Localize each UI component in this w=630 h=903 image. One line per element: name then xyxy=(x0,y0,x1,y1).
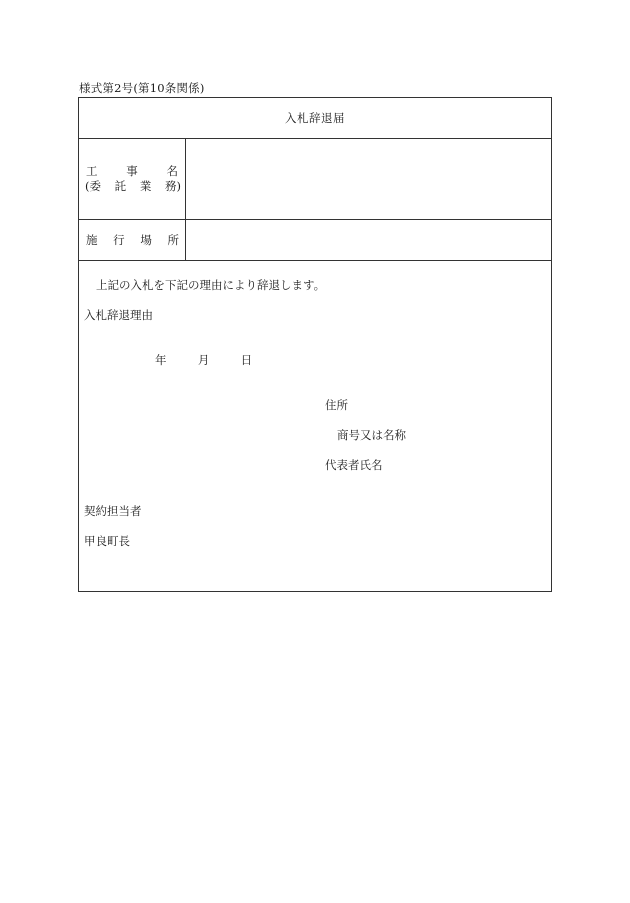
project-name-row xyxy=(79,139,551,220)
project-label-char: 工 xyxy=(86,164,98,178)
company-name-label: 商号又は名称 xyxy=(337,428,406,442)
construction-site-field[interactable] xyxy=(186,220,551,260)
form-title: 入札辞退届 xyxy=(285,111,345,125)
form-title-row xyxy=(79,98,551,139)
site-label-char: 施 xyxy=(86,233,98,247)
construction-site-label-cell xyxy=(79,220,186,260)
addressee-text: 甲良町長 xyxy=(84,534,130,548)
month-label: 月 xyxy=(197,353,210,367)
construction-site-label xyxy=(86,233,179,247)
project-name-label-cell xyxy=(79,139,186,219)
withdrawal-form xyxy=(78,97,552,592)
day-label: 日 xyxy=(240,353,253,367)
project-name-field[interactable] xyxy=(186,139,551,219)
site-label-char: 所 xyxy=(167,233,179,247)
construction-site-row xyxy=(79,220,551,261)
representative-name-label: 代表者氏名 xyxy=(325,458,383,472)
project-name-label xyxy=(86,164,178,178)
form-number: 様式第2号(第10条関係) xyxy=(79,81,205,95)
reason-label: 入札辞退理由 xyxy=(84,308,153,322)
project-sublabel-char: 務) xyxy=(164,179,181,193)
site-label-char: 行 xyxy=(113,233,125,247)
contract-officer-label: 契約担当者 xyxy=(84,504,142,518)
date-line xyxy=(155,352,252,368)
form-body xyxy=(79,261,551,591)
project-sublabel-char: 託 xyxy=(114,179,127,193)
project-label-char: 事 xyxy=(126,164,138,178)
site-label-char: 場 xyxy=(140,233,152,247)
project-sublabel-char: (委 xyxy=(85,179,101,193)
statement-text: 上記の入札を下記の理由により辞退します。 xyxy=(96,278,326,292)
project-sublabel-char: 業 xyxy=(139,179,152,193)
address-label: 住所 xyxy=(325,398,348,412)
project-name-sublabel xyxy=(85,179,181,193)
year-label: 年 xyxy=(155,353,167,367)
project-label-char: 名 xyxy=(166,164,178,178)
